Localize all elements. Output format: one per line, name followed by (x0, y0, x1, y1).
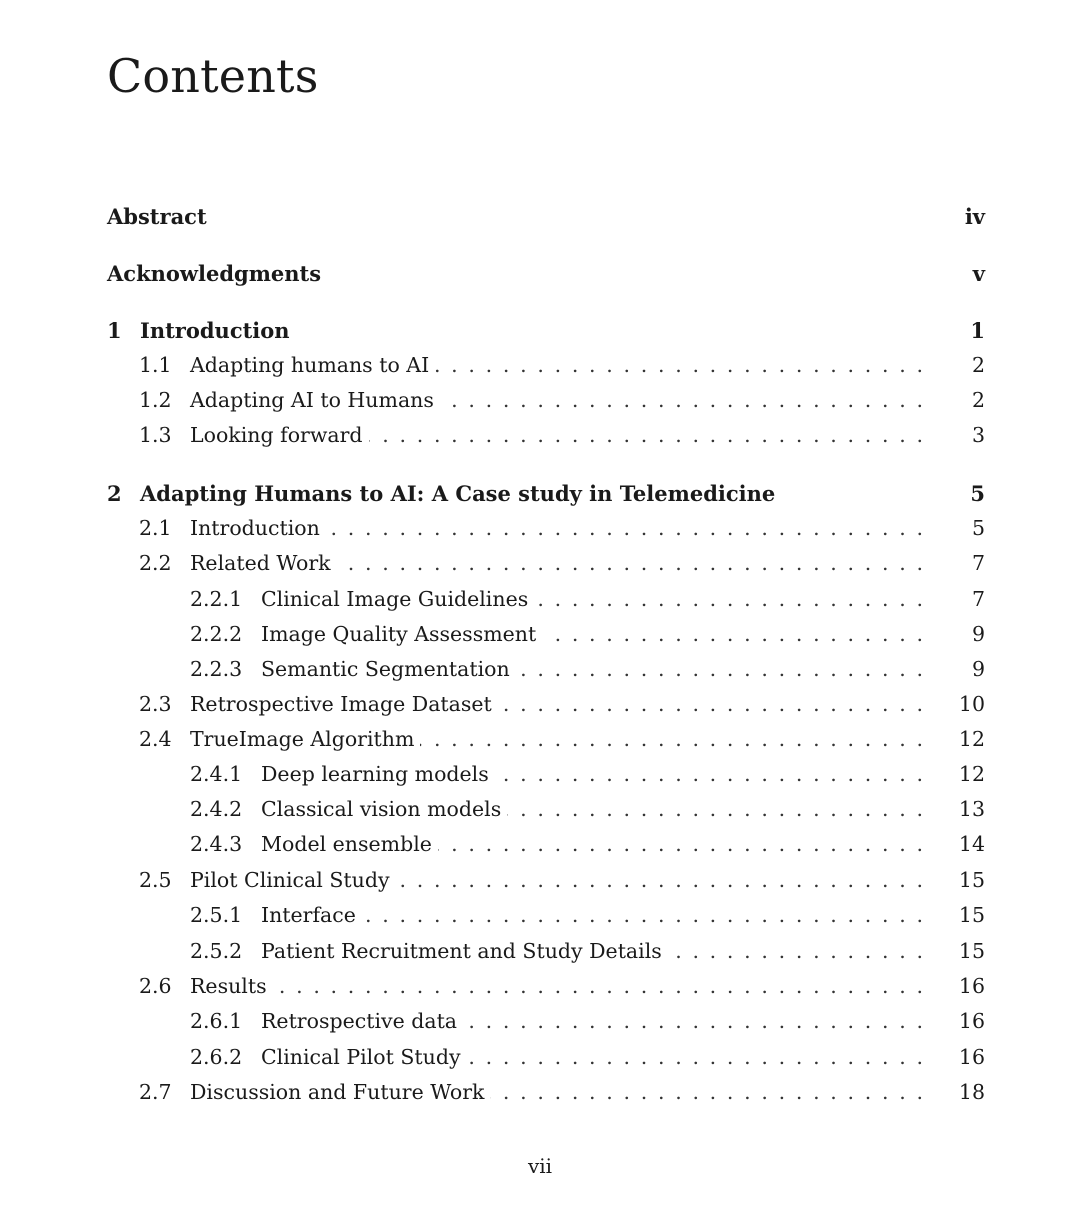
toc-section-page: 18 (958, 1080, 985, 1104)
toc-section-2-5[interactable] (139, 865, 985, 895)
toc-subsection-2-5-2[interactable] (190, 936, 985, 966)
toc-entry-title: Abstract (107, 203, 207, 229)
toc-subsection-2-2-1[interactable] (190, 584, 985, 614)
toc-subsection-page: 7 (971, 587, 985, 611)
toc-subsection-2-2-3[interactable] (190, 654, 985, 684)
toc-subsection-2-4-3[interactable] (190, 829, 985, 859)
toc-section-title: Looking forward (190, 423, 363, 447)
toc-subsection-number: 2.4.3 (190, 832, 243, 856)
toc-subsection-page: 9 (971, 622, 985, 646)
dot-leader (507, 794, 955, 824)
toc-subsection-number: 2.4.2 (190, 797, 243, 821)
toc-chapter-1[interactable] (107, 315, 985, 345)
toc-section-page: 5 (971, 516, 985, 540)
toc-chapter-page: 5 (970, 480, 985, 506)
toc-chapter-number: 1 (107, 317, 122, 343)
toc-section-2-3[interactable] (139, 689, 985, 719)
toc-section-title: TrueImage Algorithm (190, 727, 415, 751)
toc-section-number: 2.2 (139, 551, 172, 575)
toc-section-title: Discussion and Future Work (190, 1080, 485, 1104)
toc-subsection-number: 2.4.1 (190, 762, 243, 786)
dot-leader (362, 900, 955, 930)
toc-subsection-page: 9 (971, 657, 985, 681)
dot-leader (542, 619, 955, 649)
toc-section-title: Adapting humans to AI (190, 353, 430, 377)
toc-section-title: Adapting AI to Humans (190, 388, 434, 412)
toc-chapter-title: Introduction (140, 317, 290, 343)
toc-subsection-title: Interface (261, 903, 356, 927)
toc-section-number: 1.2 (139, 388, 172, 412)
dot-leader (463, 1006, 955, 1036)
toc-subsection-title: Clinical Pilot Study (261, 1045, 461, 1069)
toc-entry-acknowledgments[interactable] (107, 258, 985, 288)
toc-subsection-page: 12 (958, 762, 985, 786)
toc-subsection-title: Semantic Segmentation (261, 657, 510, 681)
toc-subsection-2-6-2[interactable] (190, 1042, 985, 1072)
toc-section-2-1[interactable] (139, 513, 985, 543)
toc-section-2-7[interactable] (139, 1077, 985, 1107)
toc-subsection-title: Patient Recruitment and Study Details (261, 939, 662, 963)
dot-leader (326, 513, 955, 543)
dot-leader (516, 654, 955, 684)
toc-entry-page: iv (964, 203, 985, 229)
toc-subsection-number: 2.6.1 (190, 1009, 243, 1033)
dot-leader (498, 689, 955, 719)
toc-section-1-3[interactable] (139, 420, 985, 450)
dot-leader (337, 548, 955, 578)
toc-section-title: Introduction (190, 516, 320, 540)
toc-section-title: Pilot Clinical Study (190, 868, 390, 892)
toc-section-title: Results (190, 974, 267, 998)
dot-leader (668, 936, 955, 966)
dot-leader (495, 759, 955, 789)
toc-subsection-2-5-1[interactable] (190, 900, 985, 930)
dot-leader (396, 865, 955, 895)
dot-leader (438, 829, 955, 859)
toc-subsection-2-4-2[interactable] (190, 794, 985, 824)
toc-section-number: 2.7 (139, 1080, 172, 1104)
toc-subsection-2-2-2[interactable] (190, 619, 985, 649)
dot-leader (420, 724, 955, 754)
toc-subsection-title: Deep learning models (261, 762, 489, 786)
toc-section-title: Retrospective Image Dataset (190, 692, 492, 716)
toc-chapter-title: Adapting Humans to AI: A Case study in Telemedicine (140, 480, 776, 506)
toc-subsection-title: Clinical Image Guidelines (261, 587, 529, 611)
toc-subsection-page: 14 (958, 832, 985, 856)
dot-leader (273, 971, 955, 1001)
toc-entry-abstract[interactable] (107, 201, 985, 231)
toc-section-number: 2.6 (139, 974, 172, 998)
toc-subsection-page: 15 (958, 903, 985, 927)
toc-subsection-title: Classical vision models (261, 797, 502, 821)
toc-section-1-1[interactable] (139, 350, 985, 380)
toc-section-number: 1.3 (139, 423, 172, 447)
toc-subsection-2-6-1[interactable] (190, 1006, 985, 1036)
toc-section-number: 1.1 (139, 353, 172, 377)
toc-section-title: Related Work (190, 551, 331, 575)
toc-subsection-title: Retrospective data (261, 1009, 458, 1033)
toc-subsection-number: 2.2.2 (190, 622, 243, 646)
toc-subsection-page: 13 (958, 797, 985, 821)
toc-subsection-2-4-1[interactable] (190, 759, 985, 789)
toc-section-page: 12 (958, 727, 985, 751)
dot-leader (440, 385, 955, 415)
dot-leader (435, 350, 955, 380)
toc-section-page: 2 (971, 353, 985, 377)
toc-section-number: 2.5 (139, 868, 172, 892)
page-number: vii (527, 1154, 553, 1178)
toc-subsection-page: 15 (958, 939, 985, 963)
toc-subsection-number: 2.5.2 (190, 939, 243, 963)
toc-entry-title: Acknowledgments (107, 260, 322, 286)
toc-subsection-title: Model ensemble (261, 832, 432, 856)
toc-section-number: 2.1 (139, 516, 172, 540)
toc-section-number: 2.4 (139, 727, 172, 751)
toc-section-number: 2.3 (139, 692, 172, 716)
toc-subsection-number: 2.2.1 (190, 587, 243, 611)
toc-subsection-title: Image Quality Assessment (261, 622, 537, 646)
toc-section-2-2[interactable] (139, 548, 985, 578)
toc-chapter-2[interactable] (107, 478, 985, 508)
toc-entry-page: v (972, 260, 985, 286)
dot-leader (369, 420, 955, 450)
dot-leader (534, 584, 955, 614)
toc-subsection-number: 2.6.2 (190, 1045, 243, 1069)
toc-subsection-page: 16 (958, 1009, 985, 1033)
toc-section-page: 2 (971, 388, 985, 412)
toc-section-1-2[interactable] (139, 385, 985, 415)
toc-section-page: 10 (958, 692, 985, 716)
toc-subsection-number: 2.5.1 (190, 903, 243, 927)
toc-section-2-4[interactable] (139, 724, 985, 754)
toc-section-page: 16 (958, 974, 985, 998)
toc-section-page: 7 (971, 551, 985, 575)
page-title: Contents (107, 49, 319, 103)
toc-chapter-number: 2 (107, 480, 122, 506)
toc-section-page: 3 (971, 423, 985, 447)
toc-section-page: 15 (958, 868, 985, 892)
toc-chapter-page: 1 (970, 317, 985, 343)
toc-subsection-number: 2.2.3 (190, 657, 243, 681)
toc-section-2-6[interactable] (139, 971, 985, 1001)
dot-leader (490, 1077, 955, 1107)
toc-subsection-page: 16 (958, 1045, 985, 1069)
dot-leader (467, 1042, 955, 1072)
